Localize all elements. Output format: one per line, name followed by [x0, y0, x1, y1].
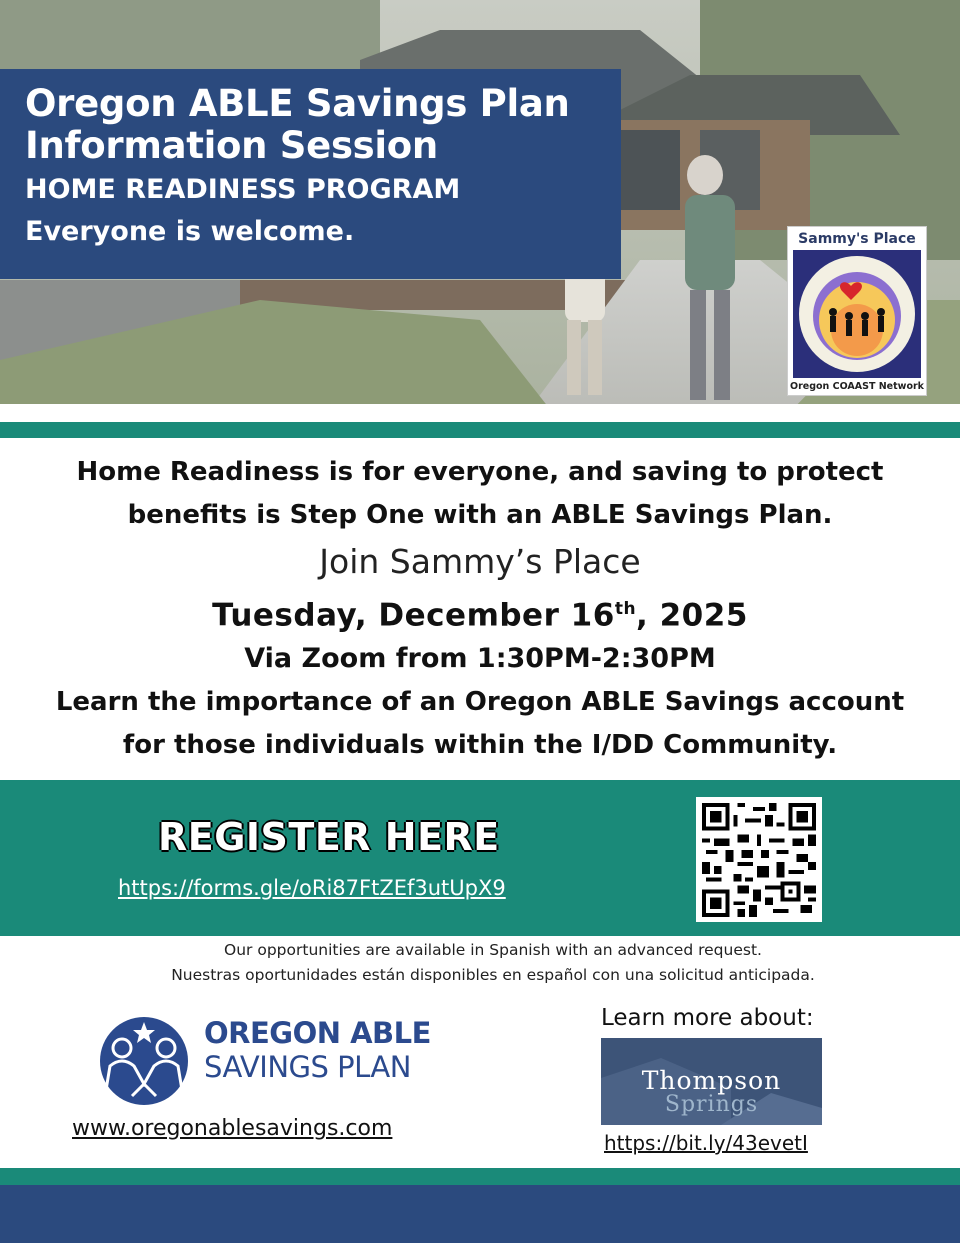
qr-code-icon	[702, 803, 816, 917]
divider-stripe-bottom	[0, 1168, 960, 1185]
register-heading: REGISTER HERE	[158, 815, 500, 859]
footer-band	[0, 1185, 960, 1243]
hero-photo	[0, 0, 960, 422]
partner-network: Oregon COAAST Network	[790, 381, 924, 392]
partner-name: Sammy's Place	[798, 231, 916, 247]
date-year: , 2025	[636, 597, 748, 634]
divider-stripe-top	[0, 422, 960, 438]
date-suffix-sup: th	[614, 599, 637, 619]
able-people-icon	[92, 1016, 196, 1106]
title-box	[0, 69, 621, 279]
event-time: Via Zoom from 1:30PM-2:30PM	[244, 643, 716, 674]
language-note-spanish: Nuestras oportunidades están disponibles en español con una solicitud anticipada.	[171, 966, 815, 984]
sammys-place-logo	[787, 226, 927, 396]
date-main: Tuesday, December 16	[212, 597, 615, 634]
able-logo-word2: SAVINGS PLAN	[204, 1050, 411, 1084]
welcome-text: Everyone is welcome.	[25, 216, 355, 247]
page-title-line1: Oregon ABLE Savings Plan	[25, 82, 570, 125]
learn-more-label: Learn more about:	[601, 1005, 814, 1031]
thompson-word2: Springs	[664, 1092, 759, 1117]
qr-code[interactable]	[696, 797, 822, 922]
event-date	[0, 586, 960, 638]
learn-text	[0, 681, 960, 767]
intro-line1: Home Readiness is for everyone, and saving to protect	[76, 457, 884, 487]
register-link[interactable]: https://forms.gle/oRi87FtZEf3utUpX9	[118, 876, 506, 900]
program-subtitle: HOME READINESS PROGRAM	[25, 174, 461, 205]
learn-line2: for those individuals within the I/DD Community.	[122, 730, 838, 760]
able-logo-word1: OREGON ABLE	[204, 1016, 431, 1050]
language-note-english: Our opportunities are available in Spanish with an advanced request.	[224, 941, 762, 959]
thompson-springs-logo	[601, 1038, 822, 1125]
able-website-link[interactable]: www.oregonablesavings.com	[72, 1116, 393, 1141]
thompson-link[interactable]: https://bit.ly/43evetI	[604, 1131, 808, 1155]
intro-text	[0, 451, 960, 537]
learn-line1: Learn the importance of an Oregon ABLE Savings account	[55, 687, 905, 717]
thompson-word1: Thompson	[641, 1066, 782, 1095]
page-title-line2: Information Session	[25, 124, 438, 167]
intro-line2: benefits is Step One with an ABLE Savings Plan.	[127, 500, 833, 530]
coaast-emblem-icon	[793, 250, 921, 378]
join-text: Join Sammy’s Place	[319, 542, 641, 581]
oregon-able-logo	[92, 1016, 431, 1106]
